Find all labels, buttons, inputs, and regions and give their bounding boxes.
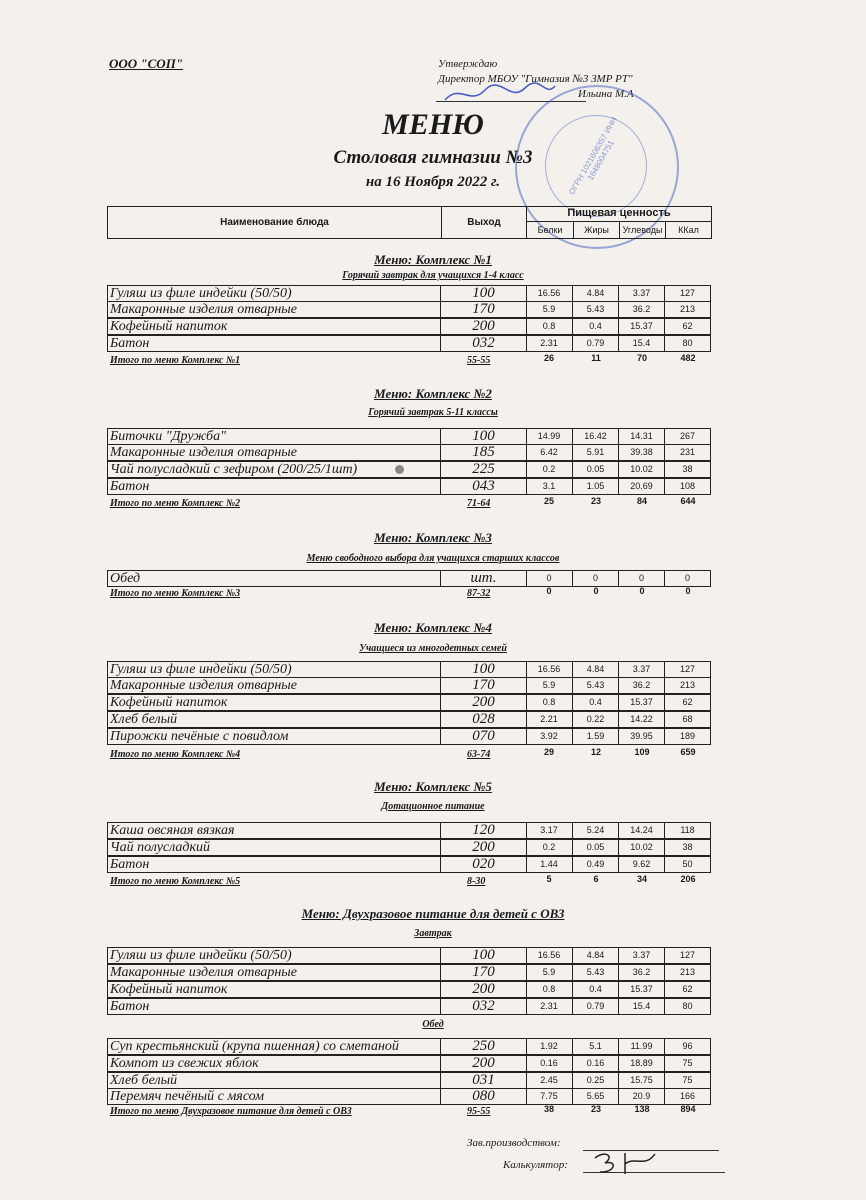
dish-name: Батон — [107, 335, 440, 352]
dish-name: Гуляш из филе индейки (50/50) — [107, 661, 440, 678]
dish-kcal: 75 — [665, 1072, 711, 1089]
dish-fats: 0.05 — [573, 461, 619, 478]
dish-name: Макаронные изделия отварные — [107, 301, 440, 318]
dish-carbs: 15.37 — [619, 318, 665, 335]
dish-carbs: 14.24 — [619, 822, 665, 839]
section-total-row — [107, 588, 710, 602]
dish-output: шт. — [440, 570, 527, 587]
dish-output: 200 — [440, 981, 527, 998]
section-title: Меню: Комплекс №1 — [374, 252, 492, 267]
dish-name: Макаронные изделия отварные — [107, 444, 440, 461]
dish-carbs: 10.02 — [619, 461, 665, 478]
section-title: Меню: Комплекс №2 — [374, 386, 492, 401]
dish-carbs: 36.2 — [619, 964, 665, 981]
total-kcal: 644 — [680, 496, 696, 506]
dish-output: 070 — [440, 728, 527, 745]
dish-name: Кофейный напиток — [107, 694, 440, 711]
dish-carbs: 15.37 — [619, 694, 665, 711]
section-total-row — [107, 1106, 710, 1120]
dish-fats: 1.59 — [573, 728, 619, 745]
total-carbs: 0 — [639, 586, 645, 596]
dish-row — [107, 947, 710, 963]
dish-proteins: 0.16 — [526, 1055, 573, 1072]
dish-kcal: 213 — [665, 301, 711, 318]
dish-fats: 5.1 — [573, 1038, 619, 1055]
dish-carbs: 9.62 — [619, 856, 665, 873]
dish-carbs: 11.99 — [619, 1038, 665, 1055]
total-fats: 12 — [590, 747, 601, 757]
dish-output: 020 — [440, 856, 527, 873]
dish-kcal: 166 — [665, 1088, 711, 1105]
dish-proteins: 0.8 — [526, 981, 573, 998]
dish-carbs: 15.4 — [619, 998, 665, 1015]
dish-output: 043 — [440, 478, 527, 495]
dish-row — [107, 964, 710, 980]
menu-date: на 16 Ноября 2022 г. — [365, 174, 501, 190]
total-carbs: 70 — [636, 353, 647, 363]
dish-kcal: 127 — [665, 661, 711, 678]
header-proteins: Белки — [527, 222, 574, 238]
dish-output: 170 — [440, 964, 527, 981]
dish-fats: 4.84 — [573, 285, 619, 302]
total-fats: 11 — [591, 353, 601, 363]
dish-name: Каша овсяная вязкая — [107, 822, 440, 839]
dish-proteins: 0 — [526, 570, 573, 587]
total-fats: 23 — [590, 1104, 601, 1114]
total-output: 63-74 — [467, 749, 491, 760]
dish-carbs: 3.37 — [619, 947, 665, 964]
total-carbs: 84 — [636, 496, 647, 506]
page-title: МЕНЮ — [382, 108, 484, 141]
total-fats: 6 — [593, 874, 599, 884]
section-subtitle-2: Обед — [422, 1019, 444, 1030]
dish-output: 100 — [440, 661, 527, 678]
dish-output: 200 — [440, 318, 527, 335]
section-subtitle: Дотационное питание — [381, 801, 485, 812]
dish-carbs: 14.31 — [619, 428, 665, 445]
dish-proteins: 3.1 — [526, 478, 573, 495]
section-subtitle: Горячий завтрак для учащихся 1-4 класс — [342, 270, 524, 281]
total-kcal: 206 — [680, 874, 696, 884]
dish-proteins: 1.92 — [526, 1038, 573, 1055]
section-subtitle: Меню свободного выбора для учащихся старших классов — [306, 553, 560, 564]
dish-proteins: 3.92 — [526, 728, 573, 745]
dish-name: Макаронные изделия отварные — [107, 964, 440, 981]
total-label: Итого по меню Комплекс №3 — [110, 588, 241, 599]
dish-carbs: 15.75 — [619, 1072, 665, 1089]
dish-proteins: 0.2 — [526, 839, 573, 856]
dish-proteins: 16.56 — [526, 947, 573, 964]
dish-row — [107, 856, 710, 872]
dish-name: Макаронные изделия отварные — [107, 677, 440, 694]
dish-row — [107, 461, 710, 477]
dish-row — [107, 728, 710, 744]
section-subtitle: Завтрак — [414, 928, 452, 939]
dish-kcal: 127 — [665, 947, 711, 964]
total-output: 95-55 — [467, 1106, 491, 1117]
dish-kcal: 108 — [665, 478, 711, 495]
dish-kcal: 62 — [665, 318, 711, 335]
dish-proteins: 2.31 — [526, 998, 573, 1015]
dish-name: Чай полусладкий с зефиром (200/25/1шт) — [107, 461, 440, 478]
dish-name: Хлеб белый — [107, 711, 440, 728]
dish-fats: 0.49 — [573, 856, 619, 873]
dish-output: 032 — [440, 998, 527, 1015]
dish-row — [107, 694, 710, 710]
dish-name: Кофейный напиток — [107, 318, 440, 335]
dish-row — [107, 478, 710, 494]
dish-row — [107, 822, 710, 838]
dish-name: Перемяч печёный с мясом — [107, 1088, 440, 1105]
dish-proteins: 2.45 — [526, 1072, 573, 1089]
dish-row — [107, 335, 710, 351]
total-proteins: 25 — [543, 496, 554, 506]
section-title: Меню: Комплекс №3 — [374, 530, 492, 545]
dish-row — [107, 839, 710, 855]
dish-output: 100 — [440, 947, 527, 964]
section-title: Меню: Комплекс №5 — [374, 779, 492, 794]
dish-output: 225 — [440, 461, 527, 478]
dish-kcal: 80 — [665, 335, 711, 352]
header-kcal: ККал — [678, 225, 699, 235]
dish-kcal: 267 — [665, 428, 711, 445]
dish-name: Пирожки печёные с повидлом — [107, 728, 440, 745]
stamp-text: ОГРН 1021606357 ИНН 1648004751 — [567, 115, 619, 197]
dish-carbs: 20.69 — [619, 478, 665, 495]
total-label: Итого по меню Комплекс №1 — [110, 355, 241, 366]
director-signature — [440, 78, 560, 108]
total-output: 87-32 — [467, 588, 491, 599]
dish-fats: 4.84 — [573, 661, 619, 678]
dish-kcal: 0 — [665, 570, 711, 587]
dish-output: 170 — [440, 301, 527, 318]
production-manager-label: Зав.производством: — [467, 1137, 561, 1149]
header-output: Выход — [442, 207, 527, 238]
dish-kcal: 68 — [665, 711, 711, 728]
dish-name: Гуляш из филе индейки (50/50) — [107, 285, 440, 302]
header-dish-name: Наименование блюда — [108, 207, 442, 238]
dish-fats: 0.22 — [573, 711, 619, 728]
approver-name: Ильина М.А — [578, 88, 634, 100]
dish-carbs: 15.4 — [619, 335, 665, 352]
dish-name: Батон — [107, 478, 440, 495]
dish-fats: 0.79 — [573, 335, 619, 352]
dish-output: 028 — [440, 711, 527, 728]
dish-row — [107, 1038, 710, 1054]
header-nutrition: Пищевая ценность — [527, 207, 711, 222]
dish-row — [107, 301, 710, 317]
dish-proteins: 3.17 — [526, 822, 573, 839]
dish-fats: 0.16 — [573, 1055, 619, 1072]
dish-kcal: 118 — [665, 822, 711, 839]
dish-output: 200 — [440, 694, 527, 711]
dish-carbs: 10.02 — [619, 839, 665, 856]
dish-fats: 5.43 — [573, 964, 619, 981]
dish-name: Чай полусладкий — [107, 839, 440, 856]
dish-kcal: 75 — [665, 1055, 711, 1072]
table-header — [107, 206, 712, 239]
dish-output: 080 — [440, 1088, 527, 1105]
dish-row — [107, 711, 710, 727]
calculator-label: Калькулятор: — [503, 1159, 568, 1171]
total-label: Итого по меню Комплекс №5 — [110, 876, 241, 887]
dish-carbs: 3.37 — [619, 285, 665, 302]
total-proteins: 0 — [546, 586, 552, 596]
dish-fats: 0.4 — [573, 318, 619, 335]
dish-carbs: 18.89 — [619, 1055, 665, 1072]
dish-kcal: 213 — [665, 677, 711, 694]
dish-proteins: 6.42 — [526, 444, 573, 461]
dish-fats: 1.05 — [573, 478, 619, 495]
dish-kcal: 96 — [665, 1038, 711, 1055]
total-label: Итого по меню Комплекс №2 — [110, 498, 241, 509]
header-carbs: Углеводы — [620, 222, 666, 238]
dish-proteins: 16.56 — [526, 661, 573, 678]
dish-row — [107, 444, 710, 460]
dish-fats: 0 — [573, 570, 619, 587]
dish-fats: 0.25 — [573, 1072, 619, 1089]
dish-fats: 5.43 — [573, 301, 619, 318]
dish-proteins: 5.9 — [526, 301, 573, 318]
dish-kcal: 62 — [665, 694, 711, 711]
dish-kcal: 80 — [665, 998, 711, 1015]
section-total-row — [107, 355, 710, 369]
dish-row — [107, 1055, 710, 1071]
dish-proteins: 2.31 — [526, 335, 573, 352]
dish-fats: 5.43 — [573, 677, 619, 694]
header-fats: Жиры — [574, 222, 620, 238]
dish-name: Обед — [107, 570, 440, 587]
dish-fats: 16.42 — [573, 428, 619, 445]
total-output: 55-55 — [467, 355, 491, 366]
dish-fats: 4.84 — [573, 947, 619, 964]
dish-proteins: 14.99 — [526, 428, 573, 445]
total-kcal: 0 — [685, 586, 691, 596]
section-subtitle: Горячий завтрак 5-11 классы — [368, 407, 498, 418]
total-kcal: 482 — [680, 353, 696, 363]
dish-kcal: 50 — [665, 856, 711, 873]
dish-name: Суп крестьянский (крупа пшенная) со сметаной — [107, 1038, 440, 1055]
dish-fats: 0.4 — [573, 694, 619, 711]
section-title: Меню: Комплекс №4 — [374, 620, 492, 635]
dish-kcal: 62 — [665, 981, 711, 998]
dish-kcal: 189 — [665, 728, 711, 745]
dish-row — [107, 285, 710, 301]
total-carbs: 109 — [634, 747, 650, 757]
dish-output: 200 — [440, 839, 527, 856]
total-proteins: 5 — [546, 874, 552, 884]
dish-fats: 0.4 — [573, 981, 619, 998]
dish-carbs: 39.95 — [619, 728, 665, 745]
dish-output: 100 — [440, 428, 527, 445]
dish-proteins: 1.44 — [526, 856, 573, 873]
dish-name: Батон — [107, 998, 440, 1015]
dish-name: Хлеб белый — [107, 1072, 440, 1089]
dish-carbs: 0 — [619, 570, 665, 587]
dish-row — [107, 318, 710, 334]
approval-line-2: Директор МБОУ "Гимназия №3 ЗМР РТ" — [438, 73, 633, 85]
dish-carbs: 36.2 — [619, 677, 665, 694]
total-kcal: 894 — [680, 1104, 696, 1114]
dish-proteins: 5.9 — [526, 677, 573, 694]
dish-row — [107, 998, 710, 1014]
total-label: Итого по меню Двухразовое питание для детей с ОВЗ — [110, 1106, 352, 1117]
page-subtitle: Столовая гимназии №3 — [333, 147, 533, 168]
dish-name: Гуляш из филе индейки (50/50) — [107, 947, 440, 964]
dish-proteins: 7.75 — [526, 1088, 573, 1105]
dish-name: Биточки "Дружба" — [107, 428, 440, 445]
total-carbs: 138 — [634, 1104, 650, 1114]
calculator-signature — [590, 1148, 660, 1178]
dish-output: 170 — [440, 677, 527, 694]
dish-fats: 5.65 — [573, 1088, 619, 1105]
dish-proteins: 16.56 — [526, 285, 573, 302]
dish-fats: 5.24 — [573, 822, 619, 839]
dish-carbs: 36.2 — [619, 301, 665, 318]
total-output: 71-64 — [467, 498, 491, 509]
dish-proteins: 2.21 — [526, 711, 573, 728]
dish-proteins: 0.2 — [526, 461, 573, 478]
dish-output: 200 — [440, 1055, 527, 1072]
dish-output: 031 — [440, 1072, 527, 1089]
dish-name: Кофейный напиток — [107, 981, 440, 998]
total-fats: 0 — [593, 586, 599, 596]
dish-output: 185 — [440, 444, 527, 461]
dish-carbs: 14.22 — [619, 711, 665, 728]
organization-name: ООО "СОП" — [109, 56, 184, 71]
dish-fats: 0.05 — [573, 839, 619, 856]
section-total-row — [107, 749, 710, 763]
dish-row — [107, 677, 710, 693]
total-output: 8-30 — [467, 876, 486, 887]
dish-kcal: 38 — [665, 839, 711, 856]
section-total-row — [107, 498, 710, 512]
dish-name: Батон — [107, 856, 440, 873]
dish-carbs: 39.38 — [619, 444, 665, 461]
section-total-row — [107, 876, 710, 890]
dish-output: 100 — [440, 285, 527, 302]
dish-kcal: 127 — [665, 285, 711, 302]
total-proteins: 29 — [543, 747, 554, 757]
dish-row — [107, 661, 710, 677]
total-carbs: 34 — [636, 874, 647, 884]
dish-row — [107, 570, 710, 586]
dish-row — [107, 1072, 710, 1088]
dish-kcal: 213 — [665, 964, 711, 981]
dish-row — [107, 981, 710, 997]
dish-output: 250 — [440, 1038, 527, 1055]
dish-row — [107, 1088, 710, 1104]
dish-proteins: 0.8 — [526, 694, 573, 711]
dish-row — [107, 428, 710, 444]
total-label: Итого по меню Комплекс №4 — [110, 749, 241, 760]
dish-carbs: 15.37 — [619, 981, 665, 998]
approval-line-1: Утверждаю — [438, 58, 498, 70]
section-subtitle: Учащиеся из многодетных семей — [359, 643, 507, 654]
total-kcal: 659 — [680, 747, 696, 757]
dish-proteins: 5.9 — [526, 964, 573, 981]
total-proteins: 38 — [543, 1104, 554, 1114]
stain-dot — [395, 465, 404, 474]
dish-carbs: 3.37 — [619, 661, 665, 678]
dish-kcal: 231 — [665, 444, 711, 461]
dish-fats: 0.79 — [573, 998, 619, 1015]
dish-proteins: 0.8 — [526, 318, 573, 335]
dish-output: 120 — [440, 822, 527, 839]
dish-carbs: 20.9 — [619, 1088, 665, 1105]
section-title: Меню: Двухразовое питание для детей с ОВЗ — [301, 906, 565, 921]
dish-name: Компот из свежих яблок — [107, 1055, 440, 1072]
total-proteins: 26 — [543, 353, 554, 363]
dish-output: 032 — [440, 335, 527, 352]
dish-fats: 5.91 — [573, 444, 619, 461]
total-fats: 23 — [590, 496, 601, 506]
dish-kcal: 38 — [665, 461, 711, 478]
